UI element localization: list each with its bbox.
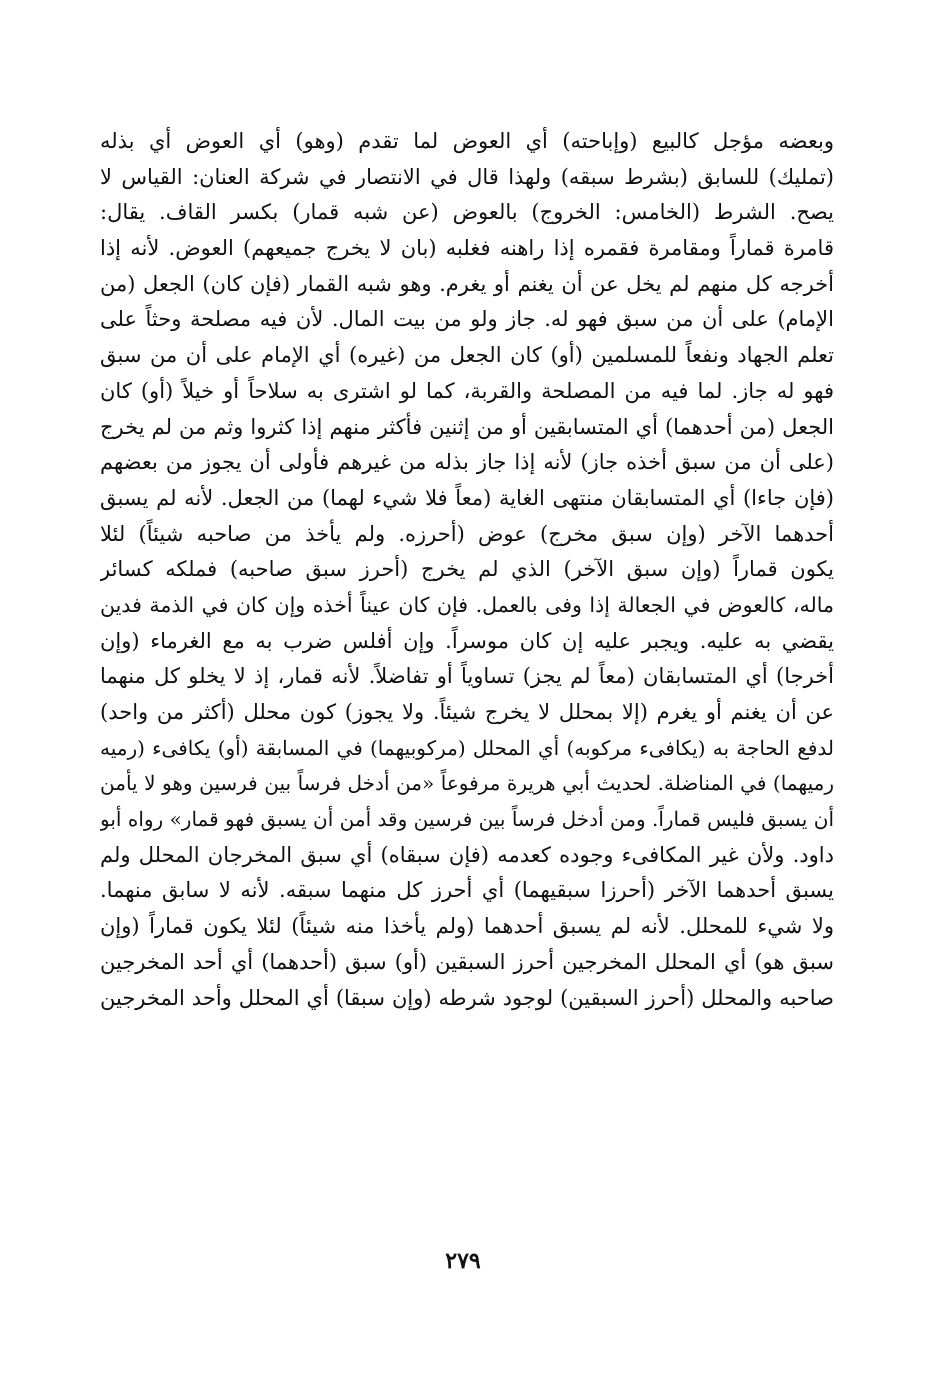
text-line: يقضي به عليه. ويجبر عليه إن كان موسراً. وإن أفلس ضرب به مع الغرماء (وإن (100, 628, 834, 653)
text-line: (على أن من سبق أخذه جاز) لأنه إذا جاز بذله من غيرهم فأولى أن يجوز من بعضهم (100, 450, 834, 475)
text-line: تعلم الجهاد ونفعاً للمسلمين (أو) كان الجعل من (غيره) أي الإمام على أن من سبق (100, 343, 834, 368)
text-line: يسبق أحدهما الآخر (أحرزا سبقيهما) أي أحرز كل منهما سبقه. لأنه لا سابق منهما. (100, 878, 834, 903)
text-line: ماله، كالعوض في الجعالة إذا وفى بالعمل. فإن كان عيناً أخذه وإن كان في الذمة فدين (100, 592, 834, 617)
page-number: ٢٧٩ (445, 1248, 481, 1274)
text-line: يكون قماراً (وإن سبق الآخر) الذي لم يخرج (أحرز سبق صاحبه) فملكه كسائر (100, 557, 834, 582)
text-line: سبق هو) أي المحلل المخرجين أحرز السبقين (أو) سبق (أحدهما) أي أحد المخرجين (100, 949, 834, 974)
text-line: رميهما) في المناضلة. لحديث أبي هريرة مرفوعاً «من أدخل فرساً بين فرسين وهو لا يأمن (100, 771, 834, 796)
text-line: الإمام) على أن من سبق فهو له. جاز ولو من بيت المال. لأن فيه مصلحة وحثاً على (100, 307, 834, 332)
text-line: (فإن جاءا) أي المتسابقان منتهى الغاية (معاً فلا شيء لهما) من الجعل. لأنه لم يسبق (100, 485, 834, 510)
text-line: صاحبه والمحلل (أحرز السبقين) لوجود شرطه (وإن سبقا) أي المحلل وأحد المخرجين (100, 985, 834, 1010)
text-line: داود. ولأن غير المكافىء وجوده كعدمه (فإن سبقاه) أي سبق المخرجان المحلل ولم (100, 842, 834, 867)
text-line: (تمليك) للسابق (بشرط سبقه) ولهذا قال في الانتصار في شركة العنان: القياس لا (100, 164, 834, 189)
text-line: أخرجا) أي المتسابقان (معاً لم يجز) تساوياً أو تفاضلاً. لأنه قمار، إذ لا يخلو كل منهما (100, 664, 834, 689)
text-line: عن أن يغنم أو يغرم (إلا بمحلل لا يخرج شيئاً. ولا يجوز) كون محلل (أكثر من واحد) (100, 700, 834, 724)
text-line: ولا شيء للمحلل. لأنه لم يسبق أحدهما (ولم يأخذا منه شيئاً) لئلا يكون قماراً (وإن (100, 914, 834, 939)
text-line: أن يسبق فليس قماراً. ومن أدخل فرساً بين فرسين وقد أمن أن يسبق فهو قمار» رواه أبو (100, 807, 834, 832)
text-line: وبعضه مؤجل كالبيع (وإباحته) أي العوض لما تقدم (وهو) أي العوض أي بذله (100, 129, 834, 153)
body-text (100, 124, 834, 1016)
text-line: الجعل (من أحدهما) أي المتسابقين أو من إثنين فأكثر منهم إذا كثروا وثم من لم يخرج (100, 414, 834, 439)
text-line: فهو له جاز. لما فيه من المصلحة والقربة، كما لو اشترى به سلاحاً أو خيلاً (أو) كان (100, 378, 834, 403)
text-line: لدفع الحاجة به (يكافىء مركوبه) أي المحلل (مركوبيهما) في المسابقة (أو) يكافىء (رميه (100, 735, 834, 760)
text-line: أخرجه كل منهم لم يخل عن أن يغنم أو يغرم. وهو شبه القمار (فإن كان) الجعل (من (100, 271, 834, 296)
text-line: يصح. الشرط (الخامس: الخروج) بالعوض (عن شبه قمار) بكسر القاف. يقال: (100, 200, 834, 225)
text-line: أحدهما الآخر (وإن سبق مخرج) عوض (أحرزه. ولم يأخذ من صاحبه شيئاً) لئلا (100, 521, 834, 546)
text-line: قامرة قماراً ومقامرة فقمره إذا راهنه فغلبه (بان لا يخرج جميعهم) العوض. لأنه إذا (100, 236, 834, 261)
